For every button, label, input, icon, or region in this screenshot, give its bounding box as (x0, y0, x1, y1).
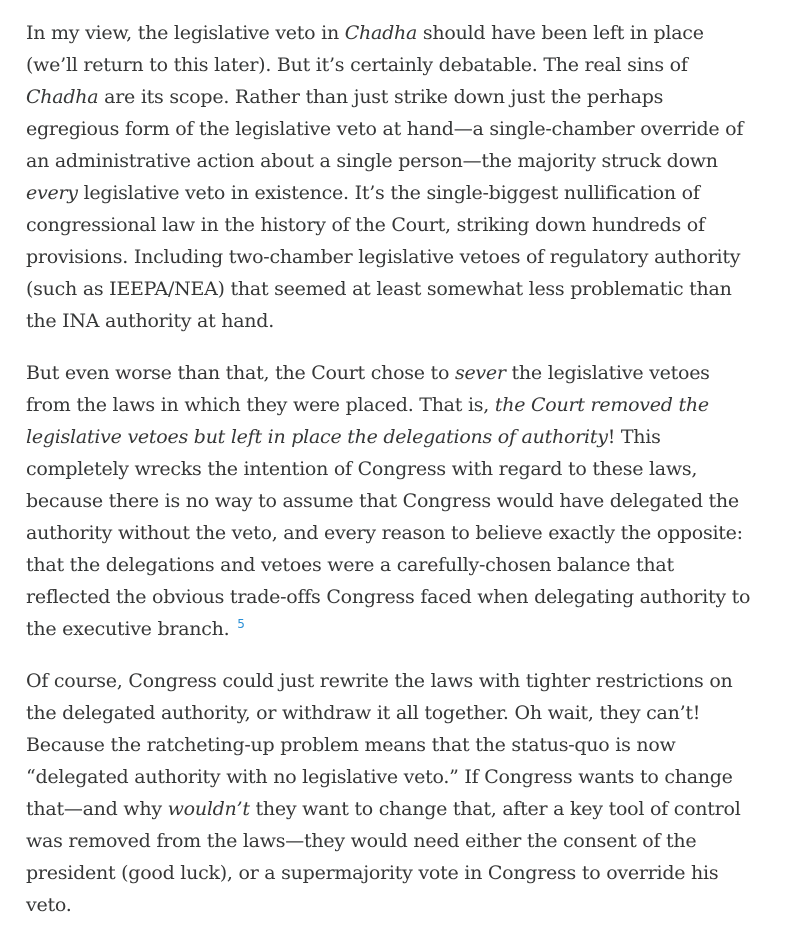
footnote-link[interactable]: 5 (237, 617, 245, 632)
emphasis-sever: sever (454, 362, 506, 384)
emphasis-removed-vetoes: the Court removed the legislative vetoes but left in place the delegations of authority (26, 394, 709, 448)
paragraph-ratchet (26, 665, 760, 921)
emphasis-every: every (26, 182, 78, 204)
text-run: Of course, Congress could just rewrite the laws with tighter restrictions on the delegated authority, or withdraw it all together. Oh wait, they can’t! Because the ratcheting-up problem means that the status-quo is now “delegated authority with no legislative veto.” If Congress wants to change that—and why (26, 670, 733, 820)
text-run: are its scope. Rather than just strike down just the perhaps egregious form of the legislative veto at hand—a single-chamber override of an administrative action about a single person—the majority struck down (26, 86, 744, 172)
case-name-chadha: Chadha (344, 22, 418, 44)
text-run: should have been left in place (we’ll return to this later). But it’s certainly debatable. The real sins of (26, 22, 704, 76)
paragraph-chadha-scope (26, 17, 760, 337)
text-run: legislative veto in existence. It’s the single-biggest nullification of congressional law in the history of the Court, striking down hundreds of provisions. Including two-chamber legislative vetoes of regulatory authority (such as IEEPA/NEA) that seemed at least somewhat less problematic than the INA authority at hand. (26, 182, 741, 332)
emphasis-wouldnt: wouldn’t (167, 798, 250, 820)
text-run: But even worse than that, the Court chose to (26, 362, 455, 384)
text-run: the legislative vetoes from the laws in which they were placed. That is, (26, 362, 710, 416)
article-body (26, 17, 760, 941)
text-run: In my view, the legislative veto in (26, 22, 345, 44)
paragraph-severance (26, 357, 760, 645)
text-run: they want to change that, after a key tool of control was removed from the laws—they would need either the consent of the president (good luck), or a supermajority vote in Congress to override his veto. (26, 798, 741, 916)
text-run: ! This completely wrecks the intention of Congress with regard to these laws, because there is no way to assume that Congress would have delegated the authority without the veto, and every reason to believe exactly the opposite: that the delegations and vetoes were a carefully-chosen balance that reflected the obvious trade-offs Congress faced when delegating authority to the executive branch. (26, 426, 751, 640)
case-name-chadha: Chadha (26, 86, 99, 108)
